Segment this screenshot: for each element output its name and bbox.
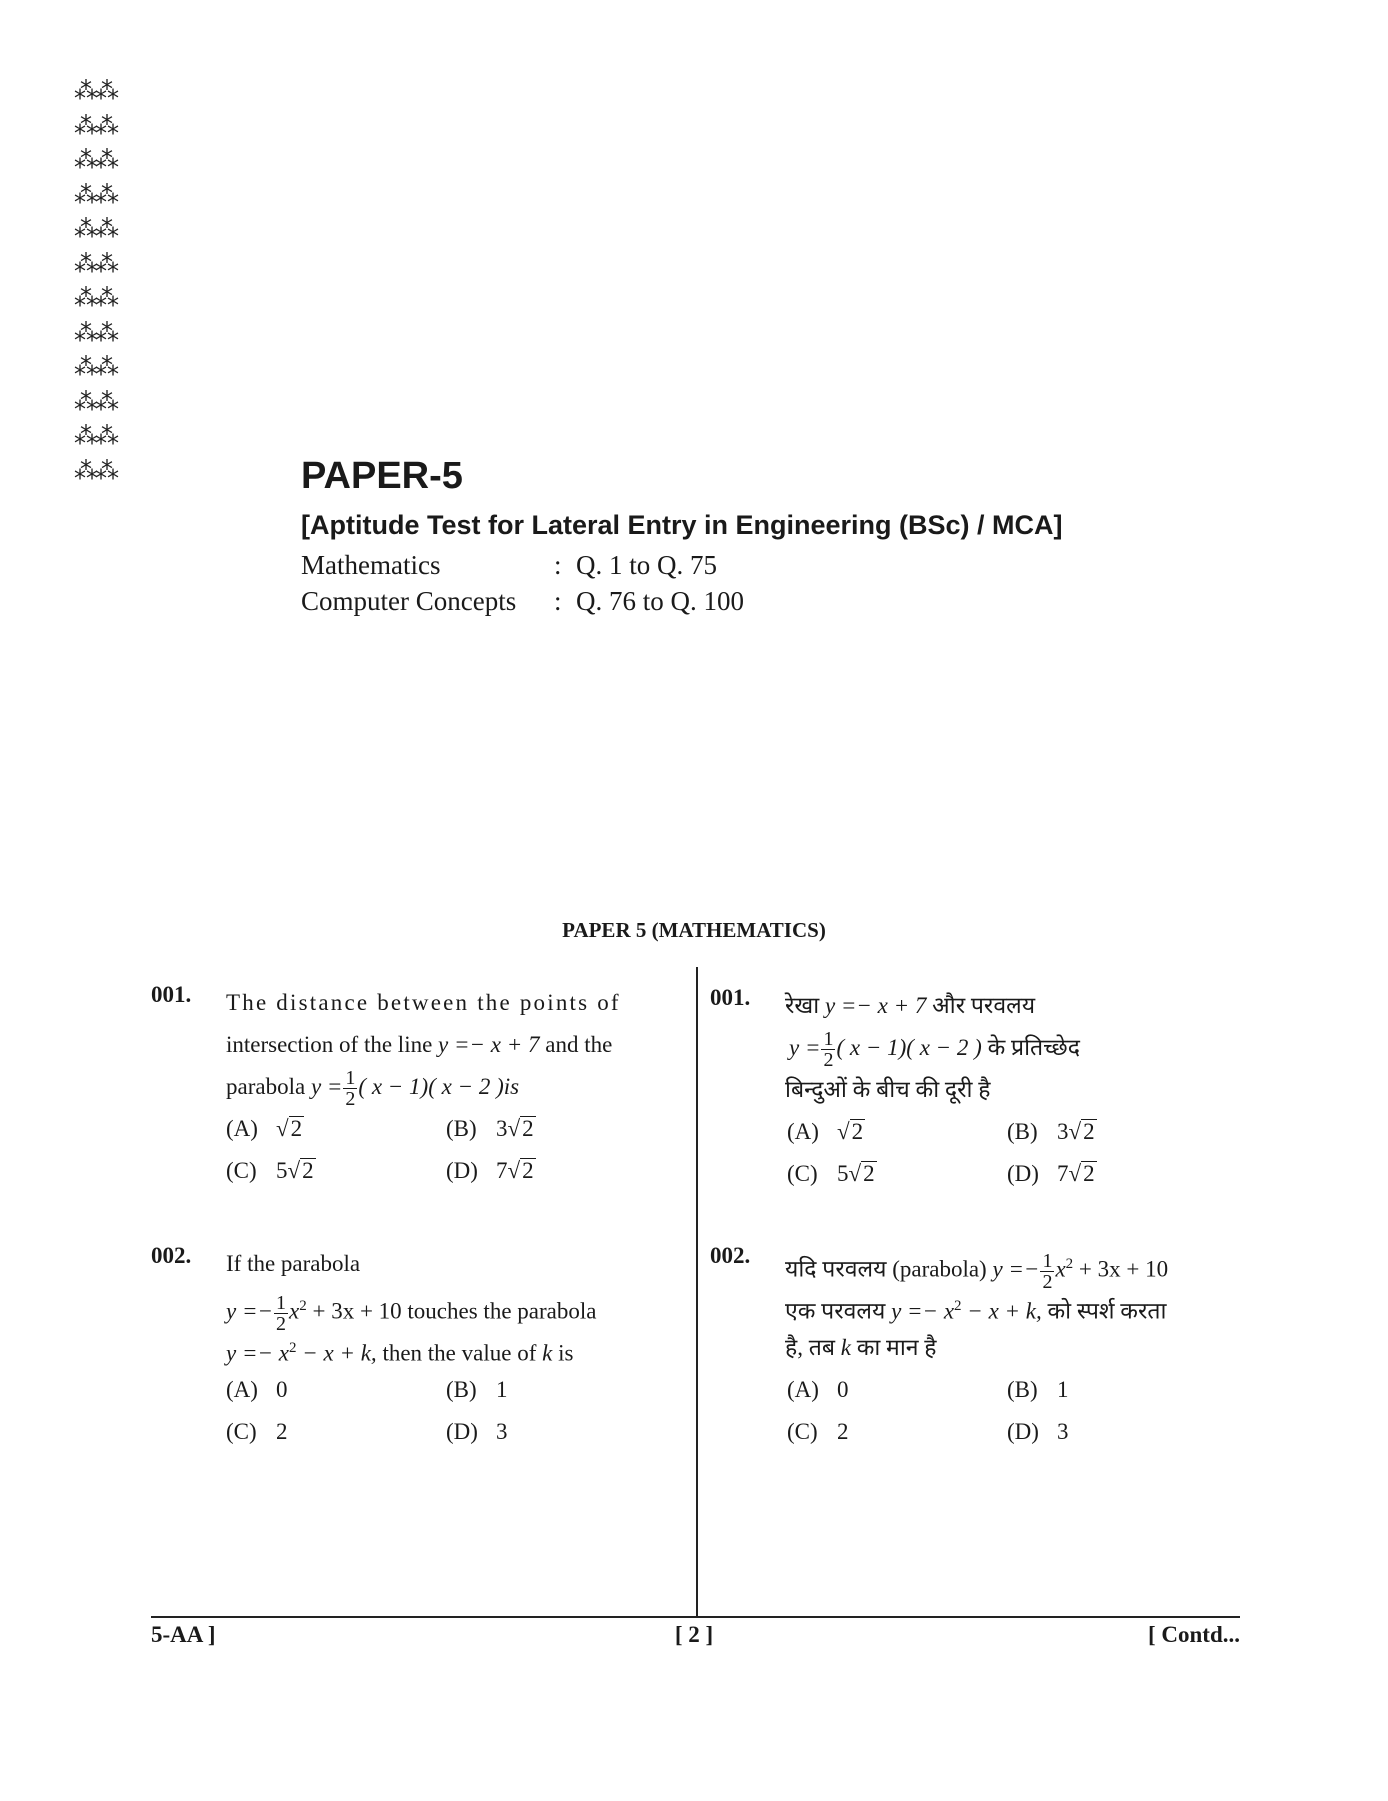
- math-run: y =− x + 7: [438, 1032, 540, 1057]
- footer-code: 5-AA ]: [151, 1622, 216, 1647]
- fraction: [343, 1068, 357, 1109]
- text-run: है, तब: [785, 1335, 835, 1360]
- text-run: एक परवलय: [785, 1298, 886, 1324]
- option-radicand: 2: [290, 1116, 303, 1141]
- option-radicand: 2: [302, 1158, 314, 1183]
- option-label: (C): [226, 1419, 257, 1444]
- ornament-icon: ⁂⁂: [74, 456, 116, 485]
- option-label: (B): [1007, 1377, 1038, 1402]
- math-run: − x + k,: [961, 1298, 1042, 1324]
- ornament-icon: ⁂⁂: [74, 284, 116, 312]
- option-value: 3: [1057, 1419, 1069, 1444]
- section-name: Mathematics: [301, 550, 441, 580]
- sqrt-icon: √: [276, 1116, 289, 1141]
- option-d[interactable]: [446, 1411, 675, 1453]
- ornament-icon: ⁂⁂: [74, 146, 116, 174]
- question-text-line: बिन्दुओं के बीच की दूरी है: [785, 1077, 991, 1102]
- options-grid: [226, 1108, 675, 1192]
- question-number: 002.: [151, 1243, 192, 1268]
- option-label: (B): [1007, 1119, 1038, 1144]
- ornament-icon: ⁂⁂: [74, 387, 116, 416]
- exponent: 2: [1065, 1256, 1074, 1272]
- option-a[interactable]: [787, 1369, 1007, 1411]
- math-run: y =− x + 7: [824, 993, 927, 1018]
- text-run: intersection of the line: [226, 1032, 433, 1057]
- text-run: then the value of: [382, 1340, 537, 1366]
- text-run: रेखा: [785, 993, 820, 1018]
- option-a[interactable]: [226, 1369, 446, 1411]
- option-radicand: 2: [522, 1158, 534, 1183]
- option-label: (D): [446, 1419, 478, 1444]
- fraction-numerator: 1: [823, 1028, 834, 1051]
- option-d[interactable]: [1007, 1153, 1240, 1195]
- footer-contd: [ Contd...: [1147, 1622, 1240, 1647]
- option-label: (D): [446, 1158, 478, 1183]
- section-range: Q. 1 to Q. 75: [576, 550, 717, 580]
- ornament-icon: ⁂⁂: [74, 353, 116, 381]
- option-value: 1: [496, 1377, 508, 1402]
- question-text-line: [226, 1327, 675, 1369]
- option-label: (A): [787, 1119, 819, 1144]
- section-row-mathematics: [301, 547, 1063, 583]
- question-text-line: [226, 1066, 675, 1111]
- option-coefficient: 5: [837, 1161, 849, 1186]
- question-text-line: [785, 1285, 1240, 1327]
- exponent: 2: [954, 1298, 962, 1314]
- option-b[interactable]: [446, 1108, 675, 1150]
- option-label: (C): [787, 1419, 818, 1444]
- text-run: and the: [545, 1032, 613, 1057]
- math-run: − x + k,: [296, 1340, 377, 1366]
- option-label: (A): [226, 1377, 258, 1402]
- question-text-line: [785, 1027, 1240, 1072]
- option-radicand: 2: [863, 1161, 875, 1186]
- option-value: 2: [837, 1419, 849, 1444]
- section-name: Computer Concepts: [301, 586, 517, 616]
- option-radicand: 2: [851, 1119, 864, 1144]
- option-value: 0: [837, 1377, 849, 1402]
- option-label: (C): [787, 1161, 818, 1186]
- section-range: Q. 76 to Q. 100: [576, 586, 744, 616]
- option-label: (A): [226, 1116, 258, 1141]
- sqrt-icon: √: [287, 1158, 301, 1183]
- option-label: (D): [1007, 1161, 1039, 1186]
- option-coefficient: 7: [1057, 1161, 1069, 1186]
- ornament-icon: ⁂⁂: [74, 422, 116, 450]
- math-run: + 3x + 10: [306, 1298, 402, 1324]
- ornament-icon: ⁂⁂: [74, 249, 116, 278]
- option-radicand: 2: [522, 1116, 534, 1141]
- column-divider: [696, 967, 698, 1618]
- question-text-line: [226, 1024, 675, 1066]
- option-b[interactable]: [1007, 1111, 1240, 1153]
- text-run: और परवलय: [932, 993, 1036, 1018]
- exponent: 2: [288, 1340, 297, 1356]
- math-run: k: [542, 1340, 553, 1366]
- math-run: y =: [310, 1074, 343, 1099]
- option-b[interactable]: [446, 1369, 675, 1411]
- option-d[interactable]: [1007, 1411, 1240, 1453]
- question-text-line: [785, 1243, 1240, 1293]
- fraction-denominator: 2: [345, 1088, 356, 1111]
- options-grid: [785, 1369, 1240, 1453]
- ornament-icon: ⁂⁂: [74, 111, 116, 140]
- question-text-line: [785, 985, 1240, 1027]
- option-coefficient: 3: [496, 1116, 508, 1141]
- section-colon: :: [554, 550, 562, 580]
- section-heading: PAPER 5 (MATHEMATICS): [562, 918, 826, 942]
- math-run: + 3x + 10: [1073, 1256, 1169, 1282]
- option-radicand: 2: [1083, 1119, 1095, 1144]
- section-colon: :: [554, 586, 562, 616]
- question-body: [226, 982, 675, 1192]
- math-run: y =: [789, 1035, 821, 1060]
- option-value: 3: [496, 1419, 508, 1444]
- question-body: [785, 1243, 1240, 1453]
- option-label: (C): [226, 1158, 257, 1183]
- sqrt-icon: √: [507, 1116, 521, 1141]
- option-coefficient: 3: [1057, 1119, 1069, 1144]
- option-label: (B): [446, 1116, 477, 1141]
- option-value: 0: [276, 1377, 288, 1402]
- option-radicand: 2: [1083, 1161, 1095, 1186]
- math-run: y =− x: [226, 1340, 289, 1366]
- option-c[interactable]: [787, 1411, 1007, 1453]
- option-d[interactable]: [446, 1150, 675, 1192]
- fraction-numerator: 1: [276, 1291, 286, 1314]
- math-run: k: [840, 1335, 851, 1360]
- fraction-denominator: 2: [823, 1049, 834, 1072]
- option-b[interactable]: [1007, 1369, 1240, 1411]
- ornament-icon: ⁂⁂: [74, 180, 116, 209]
- math-run: ( x − 1)( x − 2 ): [836, 1035, 982, 1060]
- math-run: y =−: [226, 1298, 273, 1324]
- option-value: 1: [1057, 1377, 1069, 1402]
- page-number: [ 2 ]: [674, 1622, 714, 1647]
- option-label: (B): [446, 1377, 477, 1402]
- option-label: (D): [1007, 1419, 1039, 1444]
- text-run: is: [558, 1340, 574, 1366]
- section-row-computer-concepts: [301, 583, 1063, 619]
- sqrt-icon: √: [837, 1119, 850, 1144]
- fraction-numerator: 1: [345, 1067, 356, 1090]
- fraction-denominator: 2: [1042, 1270, 1053, 1293]
- fraction-denominator: 2: [276, 1312, 286, 1335]
- math-run: ( x − 1)( x − 2 )is: [358, 1074, 520, 1099]
- question-text-line: [785, 1327, 1240, 1369]
- option-label: (A): [787, 1377, 819, 1402]
- fraction: [821, 1029, 835, 1070]
- text-run: यदि परवलय (parabola): [785, 1256, 987, 1282]
- sqrt-icon: √: [848, 1161, 862, 1186]
- paper-header: [301, 453, 1063, 619]
- options-grid: [226, 1369, 675, 1453]
- text-run: को स्पर्श करता: [1047, 1298, 1167, 1324]
- question-number: 001.: [151, 982, 192, 1007]
- math-run: x: [289, 1298, 300, 1324]
- question-body: [785, 985, 1240, 1195]
- math-run: y =−: [992, 1256, 1040, 1282]
- ornament-icon: ⁂⁂: [74, 318, 116, 347]
- text-run: parabola: [226, 1074, 306, 1099]
- question-text-line: The distance between the points of: [226, 990, 621, 1015]
- option-value: 2: [276, 1419, 288, 1444]
- text-run: का मान है: [856, 1335, 937, 1360]
- sqrt-icon: √: [1068, 1119, 1082, 1144]
- text-run: touches the parabola: [407, 1298, 597, 1324]
- ornament-icon: ⁂⁂: [74, 77, 116, 105]
- question-number: 001.: [710, 985, 751, 1010]
- text-run: के प्रतिच्छेद: [987, 1035, 1080, 1060]
- math-run: x: [1055, 1256, 1066, 1282]
- question-text-line: If the parabola: [226, 1251, 361, 1276]
- math-run: y =− x: [891, 1298, 955, 1324]
- paper-title: PAPER-5: [301, 455, 463, 497]
- option-c[interactable]: [226, 1150, 446, 1192]
- question-text-line: [226, 1285, 675, 1335]
- options-grid: [785, 1111, 1240, 1195]
- paper-subtitle: [Aptitude Test for Lateral Entry in Engineering (BSc) / MCA]: [301, 510, 1063, 540]
- option-c[interactable]: [226, 1411, 446, 1453]
- ornament-icon: ⁂⁂: [74, 215, 116, 243]
- exponent: 2: [299, 1298, 307, 1314]
- fraction-numerator: 1: [1042, 1249, 1053, 1272]
- option-a[interactable]: [787, 1111, 1007, 1153]
- ornament-column: [74, 74, 126, 488]
- sqrt-icon: √: [1068, 1161, 1082, 1186]
- footer-rule: [151, 1616, 1240, 1618]
- question-number: 002.: [710, 1243, 751, 1268]
- option-coefficient: 7: [496, 1158, 508, 1183]
- option-c[interactable]: [787, 1153, 1007, 1195]
- question-body: [226, 1243, 675, 1453]
- sqrt-icon: √: [507, 1158, 521, 1183]
- option-coefficient: 5: [276, 1158, 288, 1183]
- option-a[interactable]: [226, 1108, 446, 1150]
